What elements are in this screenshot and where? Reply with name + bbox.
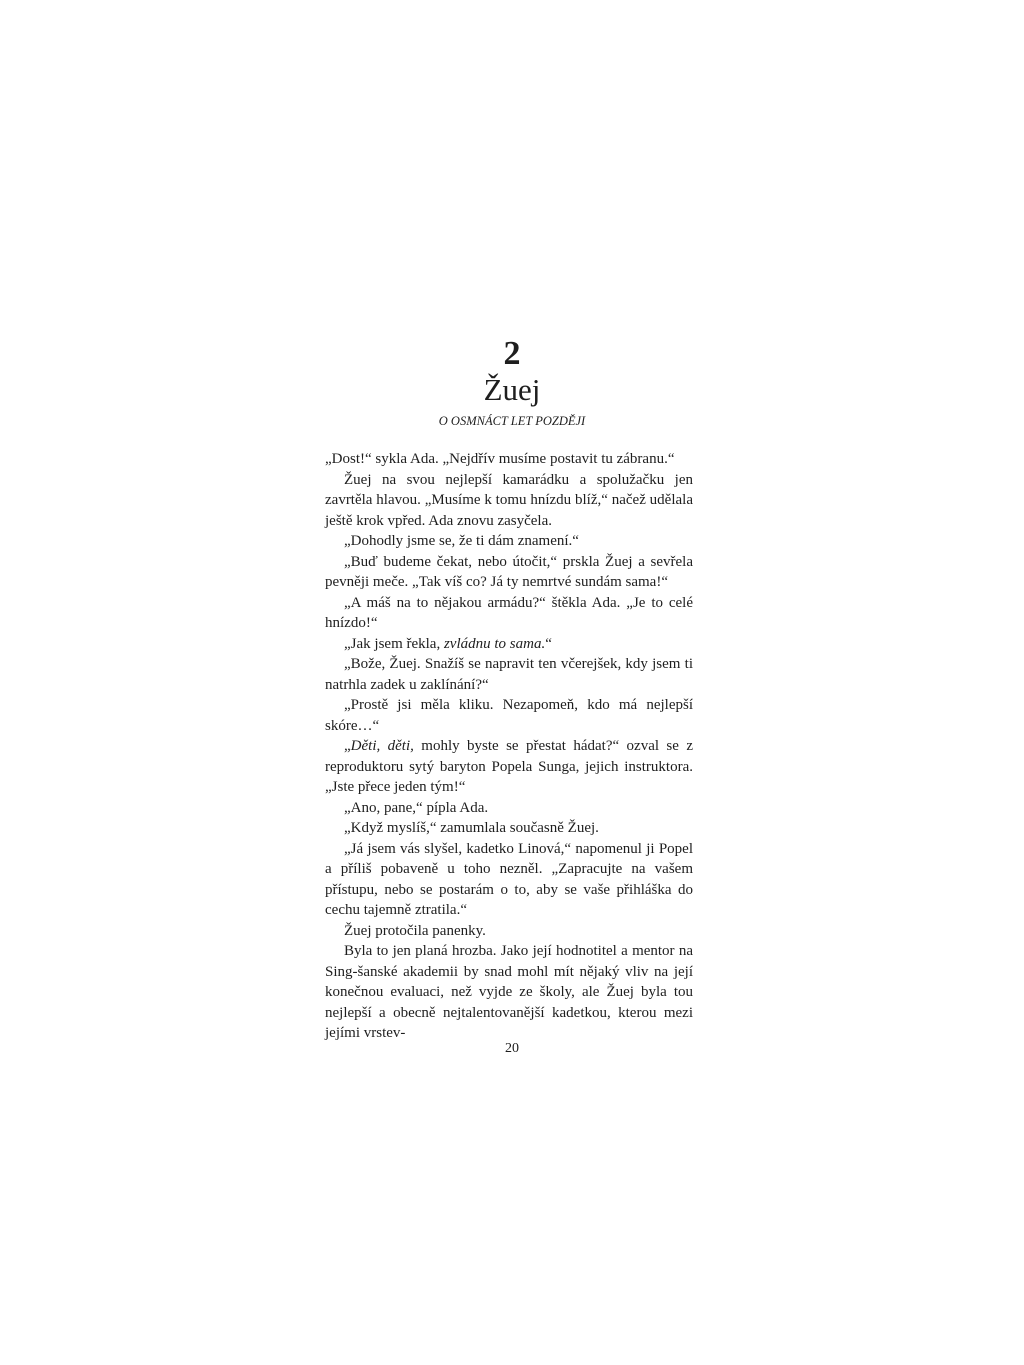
page-number: 20	[505, 1041, 519, 1056]
text-segment: Byla to jen planá hrozba. Jako její hodnotitel a mentor na Sing-šanské akademii by snad mohl mít nějaký vliv na její konečnou evaluaci, než vyjde ze školy, ale Žuej byla tou nejlepší a obecně nejtalentovanější kadetkou, kterou mezi jejími vrstev-	[325, 943, 693, 1041]
chapter-subtitle: O OSMNÁCT LET POZDĚJI	[438, 414, 586, 428]
text-segment: „Dost!“ sykla Ada. „Nejdřív musíme postavit tu zábranu.“	[325, 451, 675, 467]
text-segment: „Bože, Žuej. Snažíš se napravit ten včerejšek, kdy jsem ti natrhla zadek u zaklínání?“	[325, 656, 693, 693]
paragraph	[325, 695, 693, 736]
text-segment: „Ano, pane,“ pípla Ada.	[344, 799, 489, 816]
text-segment: “	[545, 635, 552, 652]
text-segment: „Když myslíš,“ zamumlala současně Žuej.	[344, 820, 599, 836]
text-segment: „Prostě jsi měla kliku. Nezapomeň, kdo má nejlepší skóre…“	[325, 697, 693, 734]
chapter-number: 2	[503, 335, 521, 372]
paragraph	[325, 449, 693, 470]
text-segment: mohly byste se přestat hádat?“ ozval se z reproduktoru sytý baryton Popela Sunga, jejich instruktora. „Jste přece jeden tým!“	[325, 738, 693, 795]
paragraph	[325, 941, 693, 1044]
paragraph	[325, 531, 693, 552]
text-segment: „Jak jsem řekla,	[344, 635, 444, 652]
text-segment: „Buď budeme čekat, nebo útočit,“ prskla Žuej a sevřela pevněji meče. „Tak víš co? Já ty nemrtvé sundám sama!“	[325, 553, 693, 590]
paragraph	[325, 921, 693, 942]
text-segment: „A máš na to nějakou armádu?“ štěkla Ada. „Je to celé hnízdo!“	[325, 594, 693, 631]
chapter-body-text	[325, 449, 693, 1044]
paragraph	[325, 634, 693, 655]
text-segment: „Já jsem vás slyšel, kadetko Linová,“ napomenul ji Popel a příliš pobaveně u toho nezněl. „Zapracujte na vašem přístupu, nebo se postarám o to, aby se vaše přihláška do cechu tajemně ztratila.“	[325, 840, 693, 918]
paragraph	[325, 552, 693, 593]
paragraph	[325, 654, 693, 695]
text-segment: „	[344, 738, 351, 754]
paragraph	[325, 839, 693, 921]
paragraph	[325, 818, 693, 839]
italic-text: Děti, děti,	[350, 738, 414, 754]
paragraph	[325, 593, 693, 634]
text-segment: Žuej na svou nejlepší kamarádku a spolužačku jen zavrtěla hlavou. „Musíme k tomu hnízdu blíž,“ načež udělala ještě krok vpřed. Ada znovu zasyčela.	[325, 471, 693, 529]
chapter-title: Žuej	[483, 372, 541, 407]
text-segment: „Dohodly jsme se, že ti dám znamení.“	[344, 533, 579, 549]
paragraph	[325, 736, 693, 798]
italic-text: zvládnu to sama.	[443, 635, 546, 652]
paragraph	[325, 798, 693, 819]
paragraph	[325, 470, 693, 532]
text-segment: Žuej protočila panenky.	[344, 922, 486, 939]
